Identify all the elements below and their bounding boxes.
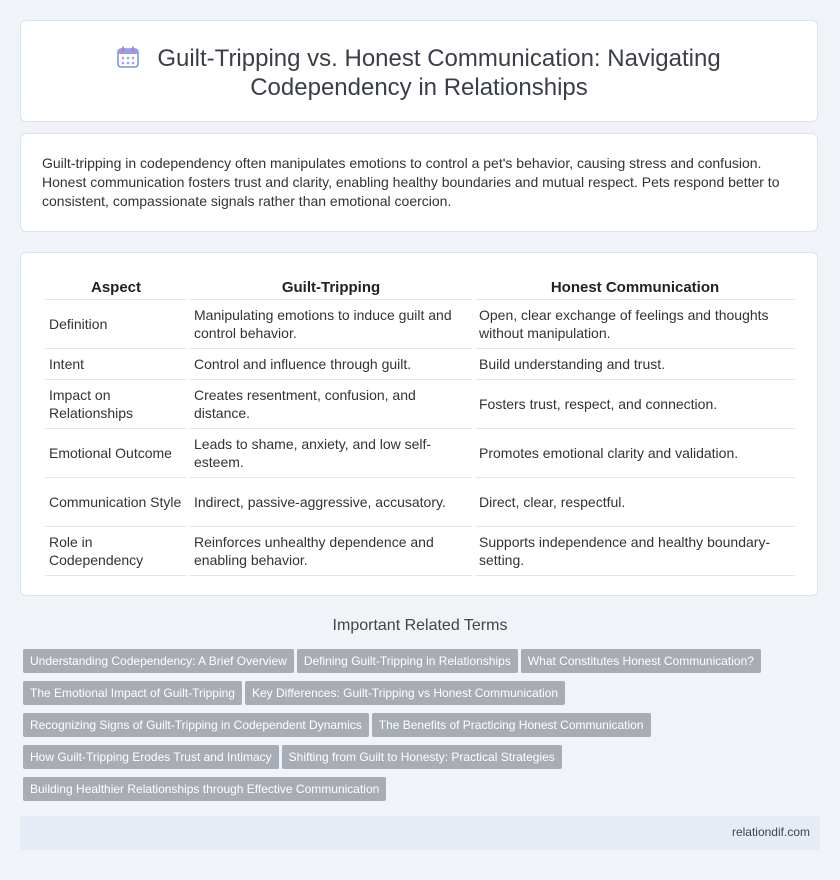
related-term-tag[interactable]: The Benefits of Practicing Honest Communication bbox=[372, 713, 651, 737]
comparison-table bbox=[42, 275, 798, 576]
related-terms-heading: Important Related Terms bbox=[332, 617, 508, 634]
tag-row bbox=[23, 745, 803, 777]
related-term-tag[interactable]: What Constitutes Honest Communication? bbox=[521, 649, 761, 673]
row-aspect: Emotional Outcome bbox=[45, 429, 187, 478]
tag-row bbox=[23, 681, 803, 713]
table-row bbox=[45, 380, 795, 429]
related-term-tag[interactable]: The Emotional Impact of Guilt-Tripping bbox=[23, 681, 242, 705]
row-guilt-tripping: Leads to shame, anxiety, and low self-esteem. bbox=[190, 429, 472, 478]
row-honest-communication: Direct, clear, respectful. bbox=[475, 478, 795, 527]
related-term-tag[interactable]: How Guilt-Tripping Erodes Trust and Intimacy bbox=[23, 745, 279, 769]
row-honest-communication: Promotes emotional clarity and validation. bbox=[475, 429, 795, 478]
related-term-tag[interactable]: Understanding Codependency: A Brief Overview bbox=[23, 649, 294, 673]
row-aspect: Impact on Relationships bbox=[45, 380, 187, 429]
intro-card bbox=[20, 133, 818, 232]
footer bbox=[20, 816, 820, 850]
header-aspect: Aspect bbox=[45, 275, 187, 300]
table-row bbox=[45, 429, 795, 478]
related-term-tag[interactable]: Key Differences: Guilt-Tripping vs Honest Communication bbox=[245, 681, 565, 705]
intro-paragraph: Guilt-tripping in codependency often manipulates emotions to control a pet's behavior, causing stress and confusion. Honest communication fosters trust and clarity, enabling healthy boundaries and mutual respect. Pets respond better to consistent, compassionate signals rather than emotional coercion. bbox=[42, 155, 780, 209]
row-aspect: Definition bbox=[45, 300, 187, 349]
row-aspect: Communication Style bbox=[45, 478, 187, 527]
page-title-text: Guilt-Tripping vs. Honest Communication: Navigating Codependency in Relationships bbox=[157, 45, 721, 101]
table-row bbox=[45, 349, 795, 380]
related-term-tag[interactable]: Building Healthier Relationships through Effective Communication bbox=[23, 777, 386, 801]
footer-site-link[interactable]: relationdif.com bbox=[731, 825, 810, 839]
row-aspect: Role in Codependency bbox=[45, 527, 187, 576]
row-honest-communication: Build understanding and trust. bbox=[475, 349, 795, 380]
table-row bbox=[45, 478, 795, 527]
comparison-card bbox=[20, 252, 818, 596]
table-row bbox=[45, 527, 795, 576]
row-aspect: Intent bbox=[45, 349, 187, 380]
tag-row bbox=[23, 713, 803, 745]
related-term-tag[interactable]: Defining Guilt-Tripping in Relationships bbox=[297, 649, 518, 673]
row-honest-communication: Open, clear exchange of feelings and thoughts without manipulation. bbox=[475, 300, 795, 349]
table-row bbox=[45, 300, 795, 349]
row-guilt-tripping: Creates resentment, confusion, and distance. bbox=[190, 380, 472, 429]
page-title bbox=[81, 44, 757, 102]
tag-row bbox=[23, 649, 803, 681]
row-honest-communication: Supports independence and healthy boundary-setting. bbox=[475, 527, 795, 576]
calendar-icon bbox=[117, 46, 139, 68]
row-guilt-tripping: Manipulating emotions to induce guilt and control behavior. bbox=[190, 300, 472, 349]
row-guilt-tripping: Reinforces unhealthy dependence and enabling behavior. bbox=[190, 527, 472, 576]
related-terms-list bbox=[23, 649, 803, 809]
row-guilt-tripping: Indirect, passive-aggressive, accusatory. bbox=[190, 478, 472, 527]
tag-row bbox=[23, 777, 803, 809]
row-guilt-tripping: Control and influence through guilt. bbox=[190, 349, 472, 380]
related-term-tag[interactable]: Recognizing Signs of Guilt-Tripping in Codependent Dynamics bbox=[23, 713, 369, 737]
header-guilt-tripping: Guilt-Tripping bbox=[190, 275, 472, 300]
title-card bbox=[20, 20, 818, 122]
related-term-tag[interactable]: Shifting from Guilt to Honesty: Practical Strategies bbox=[282, 745, 562, 769]
header-honest-communication: Honest Communication bbox=[475, 275, 795, 300]
row-honest-communication: Fosters trust, respect, and connection. bbox=[475, 380, 795, 429]
table-header-row bbox=[45, 275, 795, 300]
